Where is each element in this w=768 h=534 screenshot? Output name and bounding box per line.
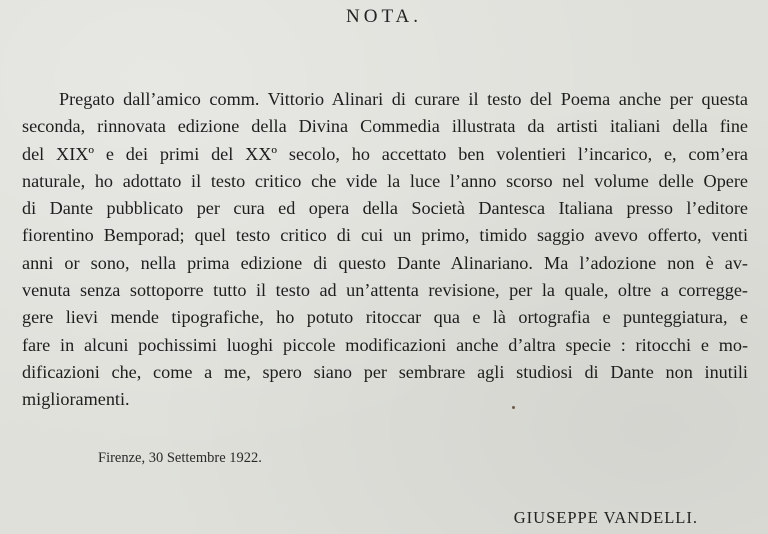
paragraph-line: anni or sono, nella prima edizione di questo Dante Alinariano. Ma l’adozione non è av-	[22, 252, 748, 273]
paper-speck	[512, 406, 515, 409]
paragraph-line: fare in alcuni pochissimi luoghi piccole modificazioni anche d’altra specie : ritocchi e mo-	[22, 334, 748, 355]
paragraph-line: del XIXº e dei primi del XXº secolo, ho accettato ben volentieri l’incarico, e, com’era	[22, 143, 748, 164]
paragraph-line: Pregato dall’amico comm. Vittorio Alinari di curare il testo del Poema anche per questa	[59, 89, 748, 109]
paragraph-line: miglioramenti.	[22, 389, 130, 410]
paragraph-line: dificazioni che, come a me, spero siano per sembrare agli studiosi di Dante non inutili	[22, 361, 748, 382]
page-title: NOTA.	[346, 6, 422, 27]
paragraph-line: di Dante pubblicato per cura ed opera della Società Dantesca Italiana presso l’editore	[22, 198, 748, 219]
paragraph-line: naturale, ho adottato il testo critico che vide la luce l’anno scorso nel volume delle Opere	[22, 170, 748, 191]
signature: GIUSEPPE VANDELLI.	[513, 508, 698, 527]
paragraph-line: seconda, rinnovata edizione della Divina Commedia illustrata da artisti italiani della fine	[22, 116, 748, 137]
paragraph-line: gere lievi mende tipografiche, ho potuto ritoccar qua e là ortografia e punteggiatura, e	[22, 307, 748, 328]
place-date: Firenze, 30 Settembre 1922.	[98, 450, 262, 466]
paragraph-line: venuta senza sottoporre tutto il testo ad un’attenta revisione, per la quale, oltre a corregge-	[22, 280, 748, 301]
note-paragraph	[22, 86, 748, 414]
paragraph-line: fiorentino Bemporad; quel testo critico di cui un primo, timido saggio avevo offerto, venti	[22, 225, 748, 246]
